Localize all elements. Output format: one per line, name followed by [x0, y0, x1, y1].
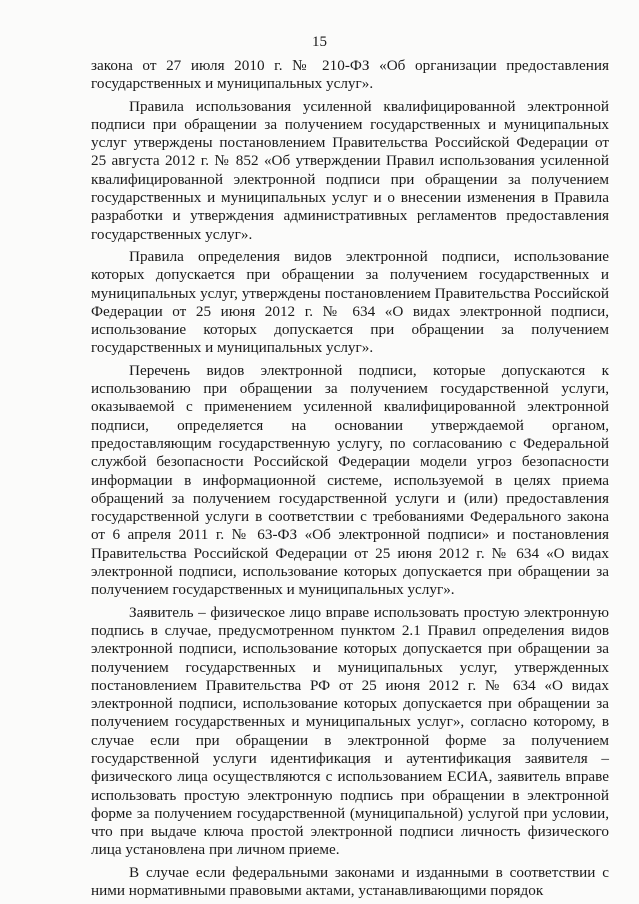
- document-body: [91, 57, 609, 900]
- page-number: 15: [312, 34, 327, 50]
- paragraph-signature-types-rules: Правила определения видов электронной подписи, использование которых допускается при обращении за получением государственных и муниципальных услуг, утверждены постановлением Правительства Российской Федерации от 25 июня 2012 г. № 634 «О видах электронной подписи, использование которых допускается при обращении за получением государственных и муниципальных услуг».: [91, 247, 609, 357]
- paragraph-applicant-simple-signature: Заявитель – физическое лицо вправе использовать простую электронную подпись в случае, предусмотренном пунктом 2.1 Правил определения видов электронной подписи, использование которых допускается при обращении за получением государственных и муниципальных услуг, утвержденных постановлением Правительства РФ от 25 июня 2012 г. № 634 «О видах электронной подписи, использование которых допускается при обращении за получением государственных и муниципальных услуг», согласно которому, в случае если при обращении в электронной форме за получением государственной услуги идентификация и аутентификация заявителя – физического лица осуществляются с использованием ЕСИА, заявитель вправе использовать простую электронную подпись при обращении в электронной форме за получением государственной (муниципальной) услугой при условии, что при выдаче ключа простой электронной подписи личность физического лица установлена при личном приеме.: [91, 603, 609, 859]
- paragraph-signature-types-list: Перечень видов электронной подписи, которые допускаются к использованию при обращении за получением государственной услуги, оказываемой с применением усиленной квалифицированной электронной подписи, определяется на основании утверждаемой органом, предоставляющим государственную услугу, по согласованию с Федеральной службой безопасности Российской Федерации модели угроз безопасности информации в информационной системе, используемой в целях приема обращений за получением государственной услуги и (или) предоставления государственной услуги в соответствии с требованиями Федерального закона от 6 апреля 2011 г. № 63-ФЗ «Об электронной подписи» и постановления Правительства Российской Федерации от 25 июня 2012 г. № 634 «О видах электронной подписи, использование которых допускается при обращении за получением государственных и муниципальных услуг».: [91, 361, 609, 599]
- paragraph-continuation: закона от 27 июля 2010 г. № 210-ФЗ «Об организации предоставления государственных и муниципальных услуг».: [91, 57, 609, 93]
- paragraph-qualified-signature-rules: Правила использования усиленной квалифицированной электронной подписи при обращении за получением государственных и муниципальных услуг утверждены постановлением Правительства Российской Федерации от 25 августа 2012 г. № 852 «Об утверждении Правил использования усиленной квалифицированной электронной подписи при обращении за получением государственных и муниципальных услуг и о внесении изменения в Правила разработки и утверждения административных регламентов предоставления государственных услуг».: [91, 97, 609, 243]
- paragraph-federal-laws: В случае если федеральными законами и изданными в соответствии с ними нормативными правовыми актами, устанавливающими порядок: [91, 863, 609, 900]
